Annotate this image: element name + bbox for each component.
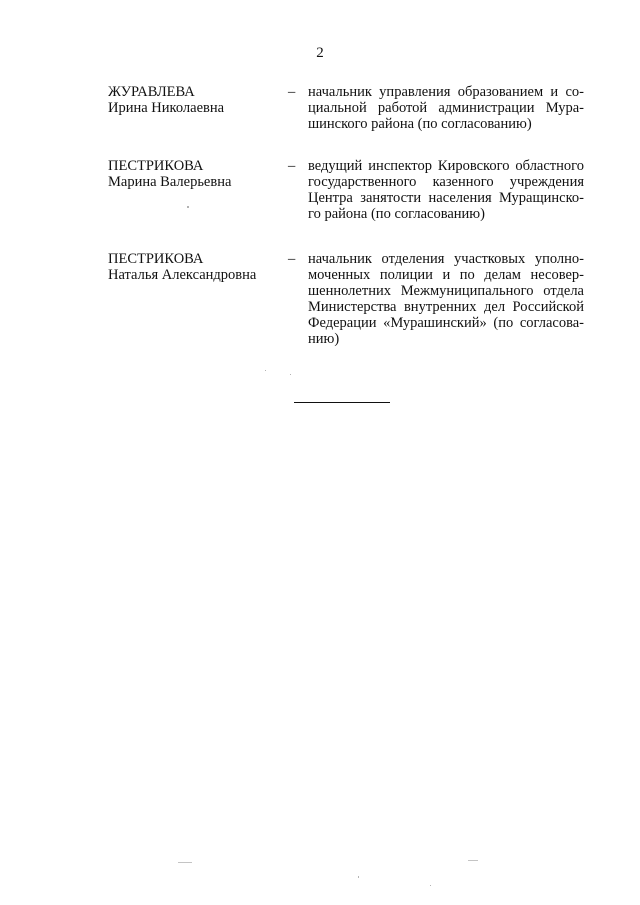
role-line: начальник отделения участковых уполно- [308,251,584,267]
dash-separator: – [288,158,296,174]
scan-speck [430,885,431,886]
scan-speck [290,374,291,375]
member-role [308,84,584,132]
role-line: циальной работой администрации Мура- [308,100,584,116]
role-line: го района (по согласованию) [308,206,485,222]
role-line: шеннолетних Межмуниципального отдела [308,283,584,299]
member-surname: ПЕСТРИКОВА [108,158,204,174]
dash-separator: – [288,84,296,100]
member-given-names: Марина Валерьевна [108,174,232,190]
scan-speck [178,862,192,863]
role-line: моченных полиции и по делам несовер- [308,267,584,283]
role-line: начальник управления образованием и со- [308,84,584,100]
scan-speck [358,876,359,878]
dash-separator: – [288,251,296,267]
closing-rule [294,402,390,403]
role-line: ведущий инспектор Кировского областного [308,158,584,174]
role-line: Министерства внутренних дел Российской [308,299,584,315]
member-name [108,251,278,283]
member-surname: ПЕСТРИКОВА [108,251,204,267]
role-line: шинского района (по согласованию) [308,116,532,132]
role-line: государственного казенного учреждения [308,174,584,190]
member-name [108,158,278,190]
scan-speck [187,206,189,208]
scan-speck [265,370,266,371]
scan-speck [468,860,478,861]
member-given-names: Ирина Николаевна [108,100,225,116]
member-name [108,84,278,116]
member-role [308,158,584,222]
member-given-names: Наталья Александровна [108,267,257,283]
page-number: 2 [316,45,324,61]
member-surname: ЖУРАВЛЕВА [108,84,195,100]
member-role [308,251,584,347]
role-line: Федерации «Мурашинский» (по согласова- [308,315,584,331]
role-line: нию) [308,331,340,347]
role-line: Центра занятости населения Муращинско- [308,190,584,206]
